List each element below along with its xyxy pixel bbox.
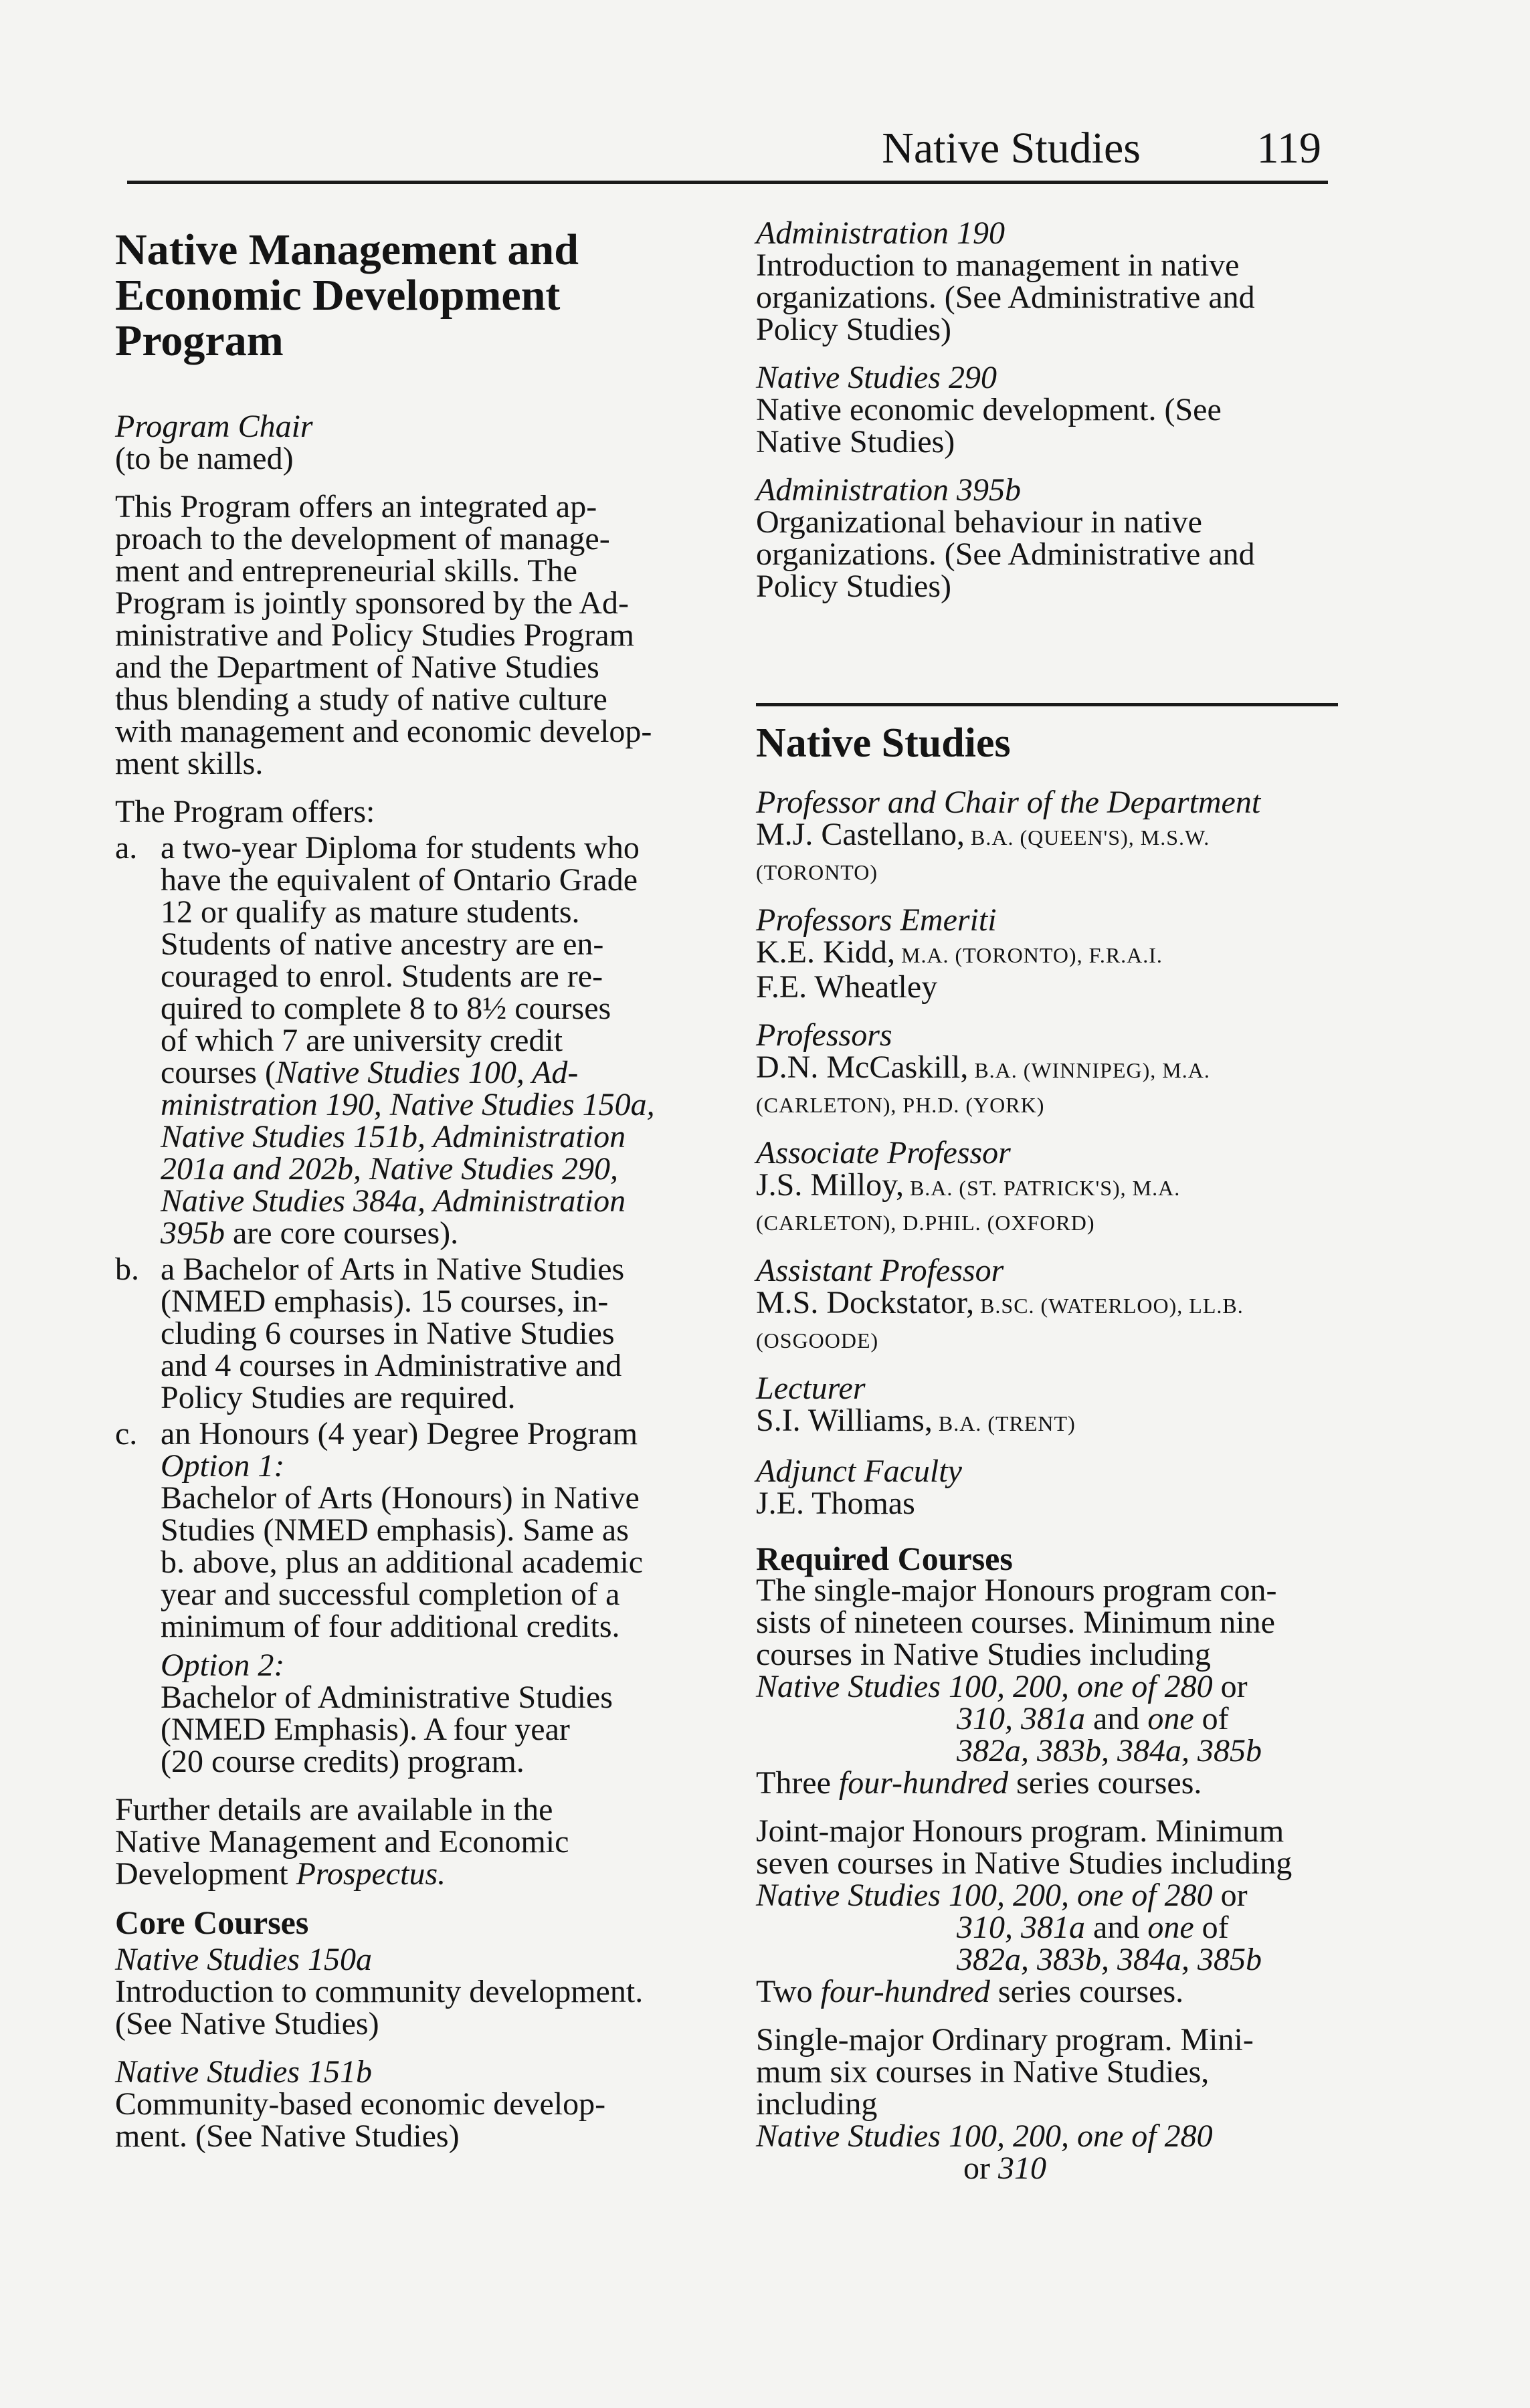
course-ref: one (1076, 2118, 1124, 2154)
faculty-entry (756, 1373, 1351, 1439)
course-entry (756, 362, 1351, 458)
faculty-credentials: M.A. (TORONTO), F.R.A.I. (894, 943, 1163, 967)
course-ref: Native Studies 384a, Administration (161, 1183, 626, 1219)
faculty-line (756, 1405, 1351, 1439)
program-title (115, 227, 704, 364)
faculty-entry (756, 904, 1351, 1003)
course-ref: Native Studies 100, 200, (756, 2118, 1077, 2154)
running-head (127, 114, 1328, 184)
course-desc: (See Native Studies) (115, 2006, 379, 2041)
offer-line (161, 1217, 704, 1249)
program-title-line: Native Management and (115, 225, 579, 274)
prospectus-ref: Prospectus. (296, 1856, 446, 1892)
faculty-name: K.E. Kidd, (756, 934, 895, 970)
further-line (115, 1858, 704, 1890)
course-ref: of (1123, 2118, 1165, 2154)
faculty-credentials: (OSGOODE) (756, 1328, 879, 1352)
single-major-honours (756, 1575, 1351, 1799)
requirement-line: including (756, 2086, 878, 2122)
requirement-line: mum six courses in Native Studies, (756, 2054, 1210, 2090)
faculty-name: F.E. Wheatley (756, 969, 938, 1005)
requirement-line (756, 1912, 1351, 1944)
course-ref: one (1076, 1878, 1124, 1913)
requirement-line (756, 2152, 1351, 2185)
running-head-section: Native Studies (882, 124, 1141, 173)
course-ref: ministration 190, Native Studies 150a, (161, 1087, 655, 1122)
section-divider (756, 703, 1338, 706)
requirement-line: Single-major Ordinary program. Mini- (756, 2022, 1254, 2058)
requirement-line (756, 1880, 1351, 1912)
option-label: Option 2: (161, 1647, 285, 1683)
faculty-line (756, 1322, 1351, 1357)
course-ref: 280 (1164, 1669, 1213, 1704)
course-entry (756, 217, 1351, 346)
faculty-name: S.I. Williams, (756, 1403, 933, 1438)
requirement-line: The single-major Honours program con- (756, 1573, 1277, 1608)
offer-line: Studies (NMED emphasis). Same as (161, 1512, 629, 1548)
program-intro (115, 491, 704, 780)
course-ref: 280 (1164, 2118, 1213, 2154)
offer-line: and 4 courses in Administrative and (161, 1348, 622, 1383)
requirement-text: and (1085, 1910, 1148, 1945)
course-desc: Native economic development. (See (756, 392, 1222, 427)
course-ref: 201a and 202b, Native Studies 290, (161, 1151, 618, 1187)
faculty-line (756, 1287, 1351, 1322)
faculty-entry (756, 1137, 1351, 1239)
offer-line: an Honours (4 year) Degree Program (161, 1416, 638, 1451)
intro-line: ministrative and Policy Studies Program (115, 617, 634, 653)
list-marker: c. (115, 1416, 138, 1451)
course-ref: of (1123, 1669, 1165, 1704)
intro-line: This Program offers an integrated ap- (115, 489, 597, 524)
further-line: Further details are available in the (115, 1792, 553, 1827)
offers-lead: The Program offers: (115, 794, 375, 829)
faculty-entry (756, 787, 1351, 888)
offer-text: courses ( (161, 1055, 276, 1090)
offer-line: Bachelor of Administrative Studies (161, 1680, 613, 1715)
faculty-name: D.N. McCaskill, (756, 1049, 969, 1085)
offer-line: (NMED emphasis). 15 courses, in- (161, 1284, 609, 1319)
offer-line: a two-year Diploma for students who (161, 830, 640, 866)
intro-line: proach to the development of manage- (115, 521, 610, 557)
core-courses-heading: Core Courses (115, 1904, 309, 1941)
faculty-name: M.J. Castellano, (756, 817, 965, 852)
page-number: 119 (1256, 124, 1321, 173)
faculty-credentials: (CARLETON), D.PHIL. (OXFORD) (756, 1211, 1095, 1235)
faculty-credentials: B.A. (WINNIPEG), M.A. (968, 1058, 1210, 1082)
requirement-text: series courses. (1008, 1765, 1202, 1801)
faculty-credentials: B.A. (ST. PATRICK'S), M.A. (903, 1176, 1181, 1200)
requirement-text: four-hundred (838, 1765, 1009, 1801)
requirement-text: series courses. (989, 1974, 1184, 2009)
requirement-text: or (1212, 1878, 1248, 1913)
offer-line: Students of native ancestry are en- (161, 926, 604, 962)
intro-line: Program is jointly sponsored by the Ad- (115, 585, 629, 621)
offer-line: have the equivalent of Ontario Grade (161, 862, 638, 898)
course-name: Native Studies 151b (115, 2054, 372, 2090)
course-ref: Native Studies 100, 200, (756, 1669, 1077, 1704)
intro-line: ment skills. (115, 746, 264, 781)
course-desc: Introduction to management in native (756, 247, 1240, 283)
faculty-entry (756, 1453, 1351, 1521)
intro-line: thus blending a study of native culture (115, 682, 607, 717)
joint-major-honours (756, 1815, 1351, 2008)
chair-name: (to be named) (115, 441, 294, 476)
requirement-line (756, 1671, 1351, 1703)
course-desc: organizations. (See Administrative and (756, 536, 1255, 572)
required-courses-heading: Required Courses (756, 1540, 1013, 1577)
further-line: Native Management and Economic (115, 1824, 569, 1860)
requirement-line: sists of nineteen courses. Minimum nine (756, 1605, 1275, 1640)
offer-line: (20 course credits) program. (161, 1744, 524, 1779)
offer-item-c (115, 1418, 704, 1778)
requirement-text: Three (756, 1765, 839, 1801)
program-title-line: Program (115, 316, 284, 365)
course-desc: Policy Studies) (756, 569, 952, 604)
course-ref: 395b (161, 1215, 225, 1251)
list-marker: a. (115, 830, 138, 866)
faculty-role: Adjunct Faculty (756, 1453, 962, 1489)
faculty-credentials: (TORONTO) (756, 860, 878, 884)
course-ref: 310 (997, 2150, 1046, 2186)
offer-line: Bachelor of Arts (Honours) in Native (161, 1480, 640, 1516)
course-ref: 280 (1164, 1878, 1213, 1913)
list-marker: b. (115, 1251, 139, 1287)
requirement-text: four-hundred (820, 1974, 990, 2009)
program-title-line: Economic Development (115, 271, 561, 320)
requirement-line (756, 1976, 1351, 2008)
requirement-line: seven courses in Native Studies including (756, 1845, 1293, 1881)
requirement-text: or (1212, 1669, 1248, 1704)
course-entry (756, 474, 1351, 603)
course-ref: Native Studies 100, Ad- (275, 1055, 579, 1090)
faculty-entry (756, 1019, 1351, 1121)
course-ref: 382a, 383b, 384a, 385b (957, 1942, 1262, 1977)
intro-line: ment and entrepreneurial skills. The (115, 553, 577, 589)
requirement-line: courses in Native Studies including (756, 1637, 1211, 1672)
offer-line: a Bachelor of Arts in Native Studies (161, 1251, 625, 1287)
offer-line: (NMED Emphasis). A four year (161, 1712, 570, 1747)
course-desc: Community-based economic develop- (115, 2086, 606, 2122)
requirement-text: of (1193, 1701, 1229, 1736)
intro-line: with management and economic develop- (115, 714, 652, 749)
course-ref: one (1147, 1701, 1194, 1736)
requirement-text: of (1193, 1910, 1229, 1945)
course-ref: Native Studies 151b, Administration (161, 1119, 626, 1155)
faculty-line (756, 1488, 1351, 1520)
faculty-role: Professor and Chair of the Department (756, 785, 1261, 820)
intro-line: and the Department of Native Studies (115, 649, 599, 685)
faculty-role: Assistant Professor (756, 1253, 1004, 1288)
offer-text: are core courses). (225, 1215, 459, 1251)
course-ref: 310, 381a (957, 1701, 1085, 1736)
course-name: Administration 190 (756, 215, 1006, 251)
offer-line: couraged to enrol. Students are re- (161, 959, 603, 994)
requirement-line: Joint-major Honours program. Minimum (756, 1813, 1284, 1849)
faculty-line (756, 1051, 1351, 1086)
offer-line: quired to complete 8 to 8½ courses (161, 991, 611, 1026)
faculty-role: Professors (756, 1017, 892, 1053)
course-ref: of (1123, 1878, 1165, 1913)
offer-line: Policy Studies are required. (161, 1380, 516, 1415)
course-desc: Introduction to community development. (115, 1974, 644, 2009)
single-major-ordinary (756, 2024, 1351, 2185)
requirement-text: or (963, 2150, 998, 2186)
faculty-role: Lecturer (756, 1371, 866, 1406)
offer-line: minimum of four additional credits. (161, 1609, 620, 1644)
requirement-text: Two (756, 1974, 821, 2009)
faculty-credentials: B.A. (TRENT) (932, 1411, 1076, 1435)
offer-item-a (115, 832, 704, 1249)
faculty-line (756, 971, 1351, 1003)
offer-line: 12 or qualify as mature students. (161, 894, 580, 930)
faculty-line (756, 936, 1351, 971)
faculty-line (756, 1086, 1351, 1121)
course-ref: 382a, 383b, 384a, 385b (957, 1733, 1262, 1769)
course-desc: Policy Studies) (756, 312, 952, 347)
further-details (115, 1794, 704, 1890)
requirement-line (756, 1703, 1351, 1735)
faculty-entry (756, 1255, 1351, 1357)
faculty-line (756, 1169, 1351, 1204)
faculty-line (756, 819, 1351, 854)
faculty-line (756, 1204, 1351, 1239)
requirement-line (756, 1767, 1351, 1799)
chair-label: Program Chair (115, 409, 313, 444)
course-name: Native Studies 150a (115, 1942, 372, 1977)
course-entry (115, 2056, 704, 2152)
left-column (115, 217, 704, 2152)
faculty-name: M.S. Dockstator, (756, 1285, 975, 1320)
offer-line: year and successful completion of a (161, 1577, 620, 1612)
faculty-name: J.E. Thomas (756, 1486, 915, 1521)
faculty-credentials: B.SC. (WATERLOO), LL.B. (974, 1294, 1244, 1318)
faculty-credentials: (CARLETON), PH.D. (YORK) (756, 1093, 1045, 1117)
course-desc: ment. (See Native Studies) (115, 2118, 460, 2154)
faculty-role: Associate Professor (756, 1135, 1011, 1171)
course-name: Native Studies 290 (756, 360, 997, 395)
offer-line (161, 1057, 704, 1089)
offer-line: b. above, plus an additional academic (161, 1544, 644, 1580)
option-label: Option 1: (161, 1448, 285, 1484)
further-text: Development (115, 1856, 296, 1892)
course-ref: 310, 381a (957, 1910, 1085, 1945)
right-column (756, 217, 1351, 2185)
course-ref: one (1147, 1910, 1194, 1945)
faculty-role: Professors Emeriti (756, 902, 997, 938)
requirement-text: and (1085, 1701, 1148, 1736)
course-desc: Native Studies) (756, 424, 955, 460)
offer-line: of which 7 are university credit (161, 1023, 563, 1058)
course-ref: Native Studies 100, 200, (756, 1878, 1077, 1913)
course-desc: Organizational behaviour in native (756, 504, 1202, 540)
course-desc: organizations. (See Administrative and (756, 280, 1255, 315)
offer-line: cluding 6 courses in Native Studies (161, 1316, 615, 1351)
offer-item-b (115, 1253, 704, 1414)
course-entry (115, 1944, 704, 2040)
course-ref: one (1076, 1669, 1124, 1704)
course-name: Administration 395b (756, 472, 1022, 508)
faculty-line (756, 854, 1351, 888)
department-title: Native Studies (756, 720, 1011, 766)
requirement-line (756, 2120, 1351, 2152)
program-chair (115, 411, 704, 475)
faculty-credentials: B.A. (QUEEN'S), M.S.W. (964, 825, 1210, 849)
faculty-name: J.S. Milloy, (756, 1167, 904, 1203)
